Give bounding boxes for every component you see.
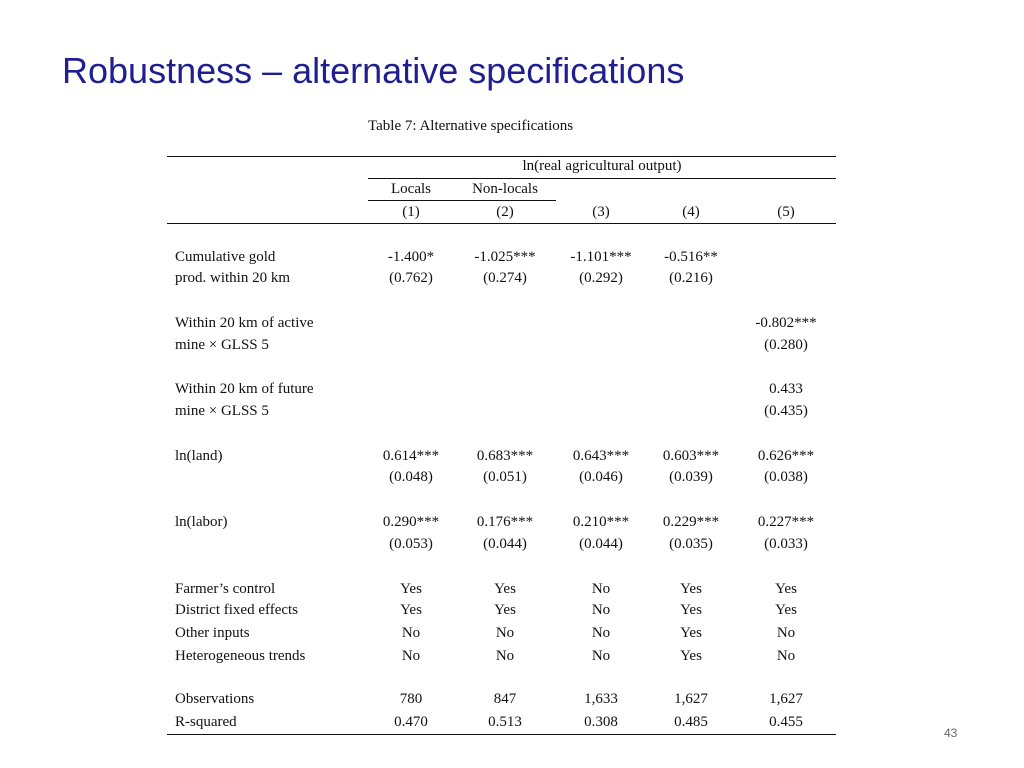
coef-cell: 0.229*** bbox=[662, 514, 720, 530]
control-value: No bbox=[776, 648, 796, 664]
se-cell: (0.035) bbox=[669, 536, 713, 552]
se-cell: (0.051) bbox=[483, 469, 527, 485]
se-cell: (0.274) bbox=[483, 270, 527, 286]
row-label: Within 20 km of future bbox=[175, 381, 314, 397]
col-number: (2) bbox=[496, 204, 514, 220]
row-label: ln(land) bbox=[175, 448, 223, 464]
coef-cell: 0.210*** bbox=[572, 514, 630, 530]
se-cell: (0.048) bbox=[389, 469, 433, 485]
control-value: Yes bbox=[680, 648, 702, 664]
coef-cell: 0.643*** bbox=[572, 448, 630, 464]
stat-value: 1,627 bbox=[674, 691, 708, 707]
coef-cell: 0.176*** bbox=[476, 514, 534, 530]
coef-cell: -1.101*** bbox=[570, 249, 632, 265]
coef-cell: -0.802*** bbox=[755, 315, 817, 331]
col-number: (5) bbox=[777, 204, 795, 220]
control-value: Yes bbox=[400, 581, 422, 597]
coef-cell: -1.025*** bbox=[474, 249, 536, 265]
stat-value: 0.455 bbox=[769, 714, 803, 730]
stat-value: 0.485 bbox=[674, 714, 708, 730]
stat-label: R-squared bbox=[175, 714, 237, 730]
control-value: Yes bbox=[775, 602, 797, 618]
dep-var-rule bbox=[368, 178, 836, 179]
slide-title: Robustness – alternative specifications bbox=[62, 50, 685, 91]
coef-cell: 0.290*** bbox=[382, 514, 440, 530]
control-value: No bbox=[591, 625, 611, 641]
se-cell: (0.053) bbox=[389, 536, 433, 552]
control-value: Yes bbox=[680, 602, 702, 618]
control-value: Yes bbox=[680, 625, 702, 641]
row-label: mine × GLSS 5 bbox=[175, 337, 269, 353]
locals-rule bbox=[368, 200, 556, 201]
coef-cell: 0.614*** bbox=[382, 448, 440, 464]
row-label: Within 20 km of active bbox=[175, 315, 314, 331]
se-cell: (0.044) bbox=[483, 536, 527, 552]
coef-cell: 0.626*** bbox=[757, 448, 815, 464]
se-cell: (0.292) bbox=[579, 270, 623, 286]
control-value: Yes bbox=[494, 602, 516, 618]
control-label: Heterogeneous trends bbox=[175, 648, 306, 664]
se-cell: (0.039) bbox=[669, 469, 713, 485]
control-value: Yes bbox=[400, 602, 422, 618]
coef-cell: -0.516** bbox=[664, 249, 718, 265]
row-label: mine × GLSS 5 bbox=[175, 403, 269, 419]
col-number: (4) bbox=[682, 204, 700, 220]
col-number: (1) bbox=[402, 204, 420, 220]
control-value: No bbox=[776, 625, 796, 641]
stat-value: 1,627 bbox=[769, 691, 803, 707]
coef-cell: 0.683*** bbox=[476, 448, 534, 464]
control-value: No bbox=[591, 581, 611, 597]
coef-cell: 0.603*** bbox=[662, 448, 720, 464]
se-cell: (0.044) bbox=[579, 536, 623, 552]
se-cell: (0.280) bbox=[764, 337, 808, 353]
se-cell: (0.435) bbox=[764, 403, 808, 419]
control-value: No bbox=[401, 625, 421, 641]
row-label: ln(labor) bbox=[175, 514, 228, 530]
se-cell: (0.046) bbox=[579, 469, 623, 485]
table-caption: Table 7: Alternative specifications bbox=[368, 118, 574, 134]
row-label: prod. within 20 km bbox=[175, 270, 290, 286]
control-label: Farmer’s control bbox=[175, 581, 276, 597]
coef-cell: -1.400* bbox=[387, 249, 435, 265]
control-label: Other inputs bbox=[175, 625, 250, 641]
control-value: No bbox=[495, 625, 515, 641]
se-cell: (0.038) bbox=[764, 469, 808, 485]
stat-value: 0.513 bbox=[488, 714, 522, 730]
control-value: No bbox=[591, 602, 611, 618]
dep-var-header: ln(real agricultural output) bbox=[522, 158, 682, 174]
control-value: No bbox=[591, 648, 611, 664]
table-top-rule bbox=[167, 156, 836, 157]
control-value: No bbox=[401, 648, 421, 664]
table-bottom-rule bbox=[167, 734, 836, 735]
control-value: Yes bbox=[775, 581, 797, 597]
control-value: Yes bbox=[494, 581, 516, 597]
stat-value: 780 bbox=[399, 691, 423, 707]
stat-value: 0.470 bbox=[394, 714, 428, 730]
coef-cell: 0.227*** bbox=[757, 514, 815, 530]
control-value: Yes bbox=[680, 581, 702, 597]
header-bottom-rule bbox=[167, 223, 836, 224]
subheader-non-locals: Non-locals bbox=[472, 181, 538, 197]
control-value: No bbox=[495, 648, 515, 664]
stat-value: 847 bbox=[493, 691, 517, 707]
row-label: Cumulative gold bbox=[175, 249, 276, 265]
subheader-locals: Locals bbox=[391, 181, 431, 197]
stat-value: 1,633 bbox=[584, 691, 618, 707]
control-label: District fixed effects bbox=[175, 602, 299, 618]
se-cell: (0.762) bbox=[389, 270, 433, 286]
col-number: (3) bbox=[592, 204, 610, 220]
page-number: 43 bbox=[944, 726, 958, 740]
coef-cell: 0.433 bbox=[769, 381, 803, 397]
stat-label: Observations bbox=[175, 691, 255, 707]
se-cell: (0.216) bbox=[669, 270, 713, 286]
stat-value: 0.308 bbox=[584, 714, 618, 730]
se-cell: (0.033) bbox=[764, 536, 808, 552]
